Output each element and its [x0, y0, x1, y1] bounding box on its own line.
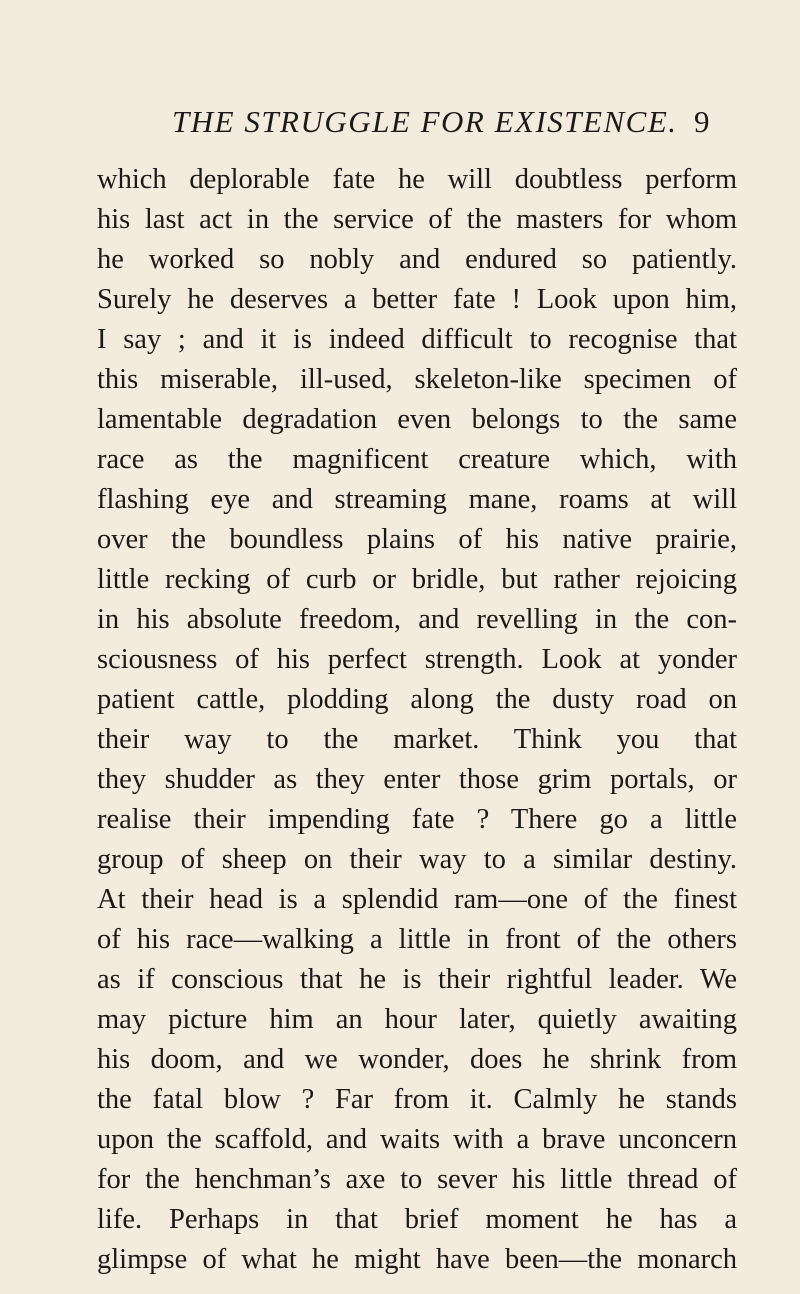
text-line: Surely he deserves a better fate ! Look upon him,: [97, 284, 737, 315]
text-line: of his race—walking a little in front of the others: [97, 924, 737, 955]
text-line: he worked so nobly and endured so patiently.: [97, 244, 737, 275]
text-line: race as the magnificent creature which, with: [97, 444, 737, 475]
text-line: life. Perhaps in that brief moment he has a: [97, 1204, 737, 1235]
running-head: [0, 104, 800, 140]
text-line: patient cattle, plodding along the dusty road on: [97, 684, 737, 715]
text-line: their way to the market. Think you that: [97, 724, 737, 755]
text-line: I say ; and it is indeed difficult to recognise that: [97, 324, 737, 355]
text-line: may picture him an hour later, quietly awaiting: [97, 1004, 737, 1035]
text-line: this miserable, ill-used, skeleton-like specimen of: [97, 364, 737, 395]
text-line: they shudder as they enter those grim portals, or: [97, 764, 737, 795]
text-line: in his absolute freedom, and revelling in the con-: [97, 604, 737, 635]
text-line: flashing eye and streaming mane, roams at will: [97, 484, 737, 515]
text-line: realise their impending fate ? There go a little: [97, 804, 737, 835]
text-line: which deplorable fate he will doubtless perform: [97, 164, 737, 195]
text-line: over the boundless plains of his native prairie,: [97, 524, 737, 555]
body-text: [97, 160, 737, 1280]
text-line: the fatal blow ? Far from it. Calmly he stands: [97, 1084, 737, 1115]
text-line: his last act in the service of the masters for whom: [97, 204, 737, 235]
text-line: as if conscious that he is their rightful leader. We: [97, 964, 737, 995]
text-line: At their head is a splendid ram—one of the finest: [97, 884, 737, 915]
text-line: little recking of curb or bridle, but rather rejoicing: [97, 564, 737, 595]
text-line: for the henchman’s axe to sever his little thread of: [97, 1164, 737, 1195]
text-line: lamentable degradation even belongs to the same: [97, 404, 737, 435]
text-line: group of sheep on their way to a similar destiny.: [97, 844, 737, 875]
text-line: sciousness of his perfect strength. Look at yonder: [97, 644, 737, 675]
text-line: upon the scaffold, and waits with a brave unconcern: [97, 1124, 737, 1155]
page-number: 9: [694, 104, 710, 139]
running-title: THE STRUGGLE FOR EXISTENCE.: [172, 104, 678, 139]
text-line: his doom, and we wonder, does he shrink from: [97, 1044, 737, 1075]
text-line: glimpse of what he might have been—the monarch: [97, 1244, 737, 1275]
